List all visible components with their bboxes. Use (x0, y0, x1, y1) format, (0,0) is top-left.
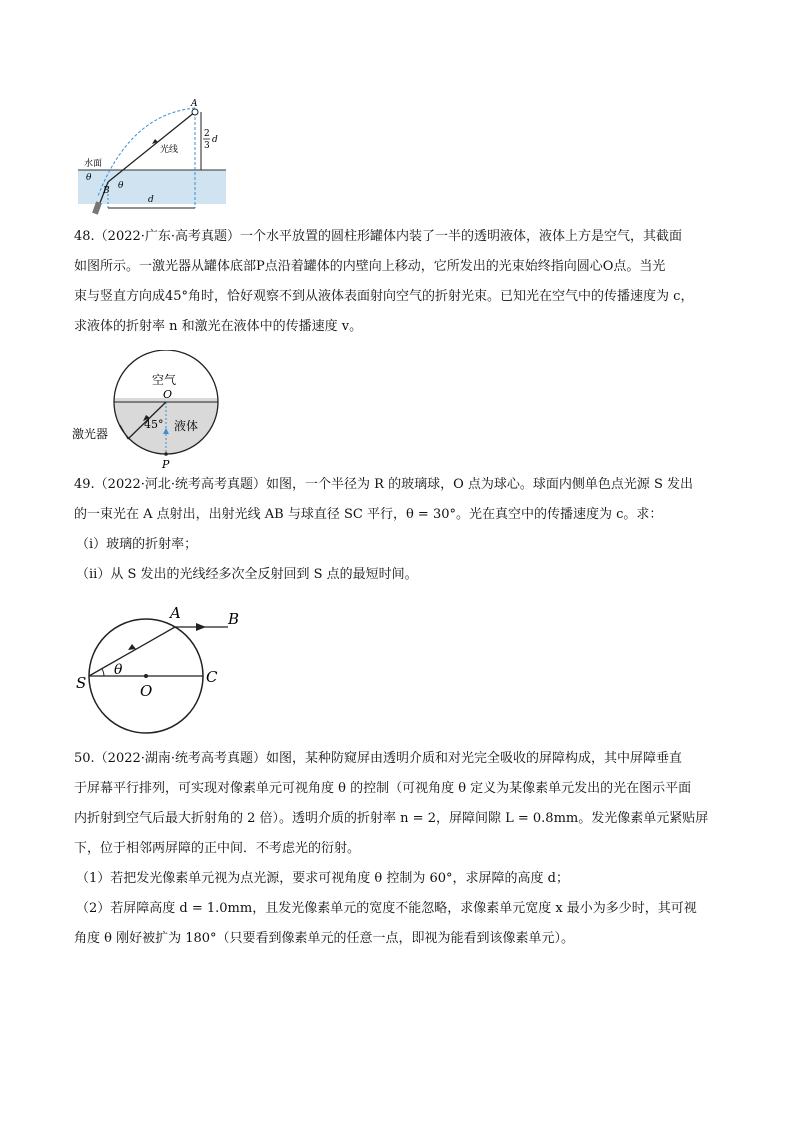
q48-line-1: 48.（2022·广东·高考真题）一个水平放置的圆柱形罐体内装了一半的透明液体，液体上方是空气，其截面 (74, 229, 683, 244)
label-c: C (206, 668, 218, 686)
label-a: A (170, 604, 181, 622)
water-refraction-figure (70, 96, 230, 224)
label-light-ray: 光线 (160, 145, 179, 155)
theta-arc (102, 669, 104, 676)
label-air: 空气 (152, 373, 177, 387)
label-b: B (103, 186, 110, 196)
question-48 (74, 222, 734, 342)
q48-line-4: 求液体的折射率 n 和激光在液体中的传播速度 v。 (74, 319, 363, 334)
point-p (164, 452, 168, 456)
label-o: O (163, 388, 173, 401)
label-o: O (140, 682, 153, 700)
label-theta-2: θ (118, 181, 124, 191)
label-theta: θ (114, 662, 123, 678)
label-frac-den: 3 (204, 141, 210, 151)
label-frac-num: 2 (204, 129, 210, 139)
label-laser: 激光器 (72, 427, 109, 441)
label-s: S (76, 674, 87, 692)
q50-line-2: 于屏幕平行排列，可实现对像素单元可视角度 θ 的控制（可视角度 θ 定义为某像素单元发出的光在图示平面 (74, 781, 692, 796)
ray-sa-arrow (128, 644, 136, 650)
glass-sphere-figure (70, 600, 250, 740)
q50-line-1: 50.（2022·湖南·统考高考真题）如图，某种防窥屏由透明介质和对光完全吸收的屏障构成，其中屏障垂直 (74, 751, 683, 766)
label-45-degree: 45° (144, 418, 164, 431)
q49-line-1: 49.（2022·河北·统考高考真题）如图，一个半径为 R 的玻璃球，O 点为球心。球面内侧单色点光源 S 发出 (74, 477, 694, 492)
ray-sa (89, 627, 175, 676)
question-50 (74, 744, 734, 954)
q50-line-7: 角度 θ 刚好被扩为 180°（只要看到像素单元的任意一点，即视为能看到该像素单元）。 (74, 931, 575, 946)
question-49 (74, 470, 734, 590)
q49-line-2: 的一束光在 A 点射出，出射光线 AB 与球直径 SC 平行，θ = 30°。光在真空中的传播速度为 c。求： (74, 507, 663, 522)
q50-line-6: （2）若屏障高度 d = 1.0mm，且发光像素单元的宽度不能忽略，求像素单元宽度 x 最小为多少时，其可视 (76, 901, 697, 916)
q49-line-4: （ii）从 S 发出的光线经多次全反射回到 S 点的最短时间。 (76, 567, 418, 582)
label-a: A (191, 99, 198, 109)
label-theta-1: θ (86, 173, 92, 183)
label-liquid: 液体 (174, 419, 199, 433)
q48-line-3: 束与竖直方向成45°角时，恰好观察不到从液体表面射向空气的折射光束。已知光在空气中的传播速度为 c， (74, 289, 694, 304)
label-b: B (228, 610, 240, 628)
q50-line-4: 下，位于相邻两屏障的正中间．不考虑光的衍射。 (74, 841, 361, 856)
q48-line-2: 如图所示。一激光器从罐体底部P点沿着罐体的内壁向上移动，它所发出的光束始终指向圆心O点。当光 (74, 259, 666, 274)
label-water-surface: 水面 (84, 159, 103, 169)
center-o (144, 674, 148, 678)
label-d: d (148, 195, 154, 205)
tank-figure (70, 350, 230, 472)
q50-line-5: （1）若把发光像素单元视为点光源，要求可视角度 θ 控制为 60°，求屏障的高度 d； (76, 871, 569, 886)
label-p: P (162, 458, 170, 471)
label-d-var: d (212, 135, 218, 145)
point-a (192, 109, 198, 115)
ray-ab-arrow (196, 623, 206, 631)
q49-line-3: （i）玻璃的折射率； (76, 537, 198, 552)
q50-line-3: 内折射到空气后最大折射角的 2 倍）。透明介质的折射率 n = 2，屏障间隙 L = 0.8mm。发光像素单元紧贴屏 (74, 811, 709, 826)
